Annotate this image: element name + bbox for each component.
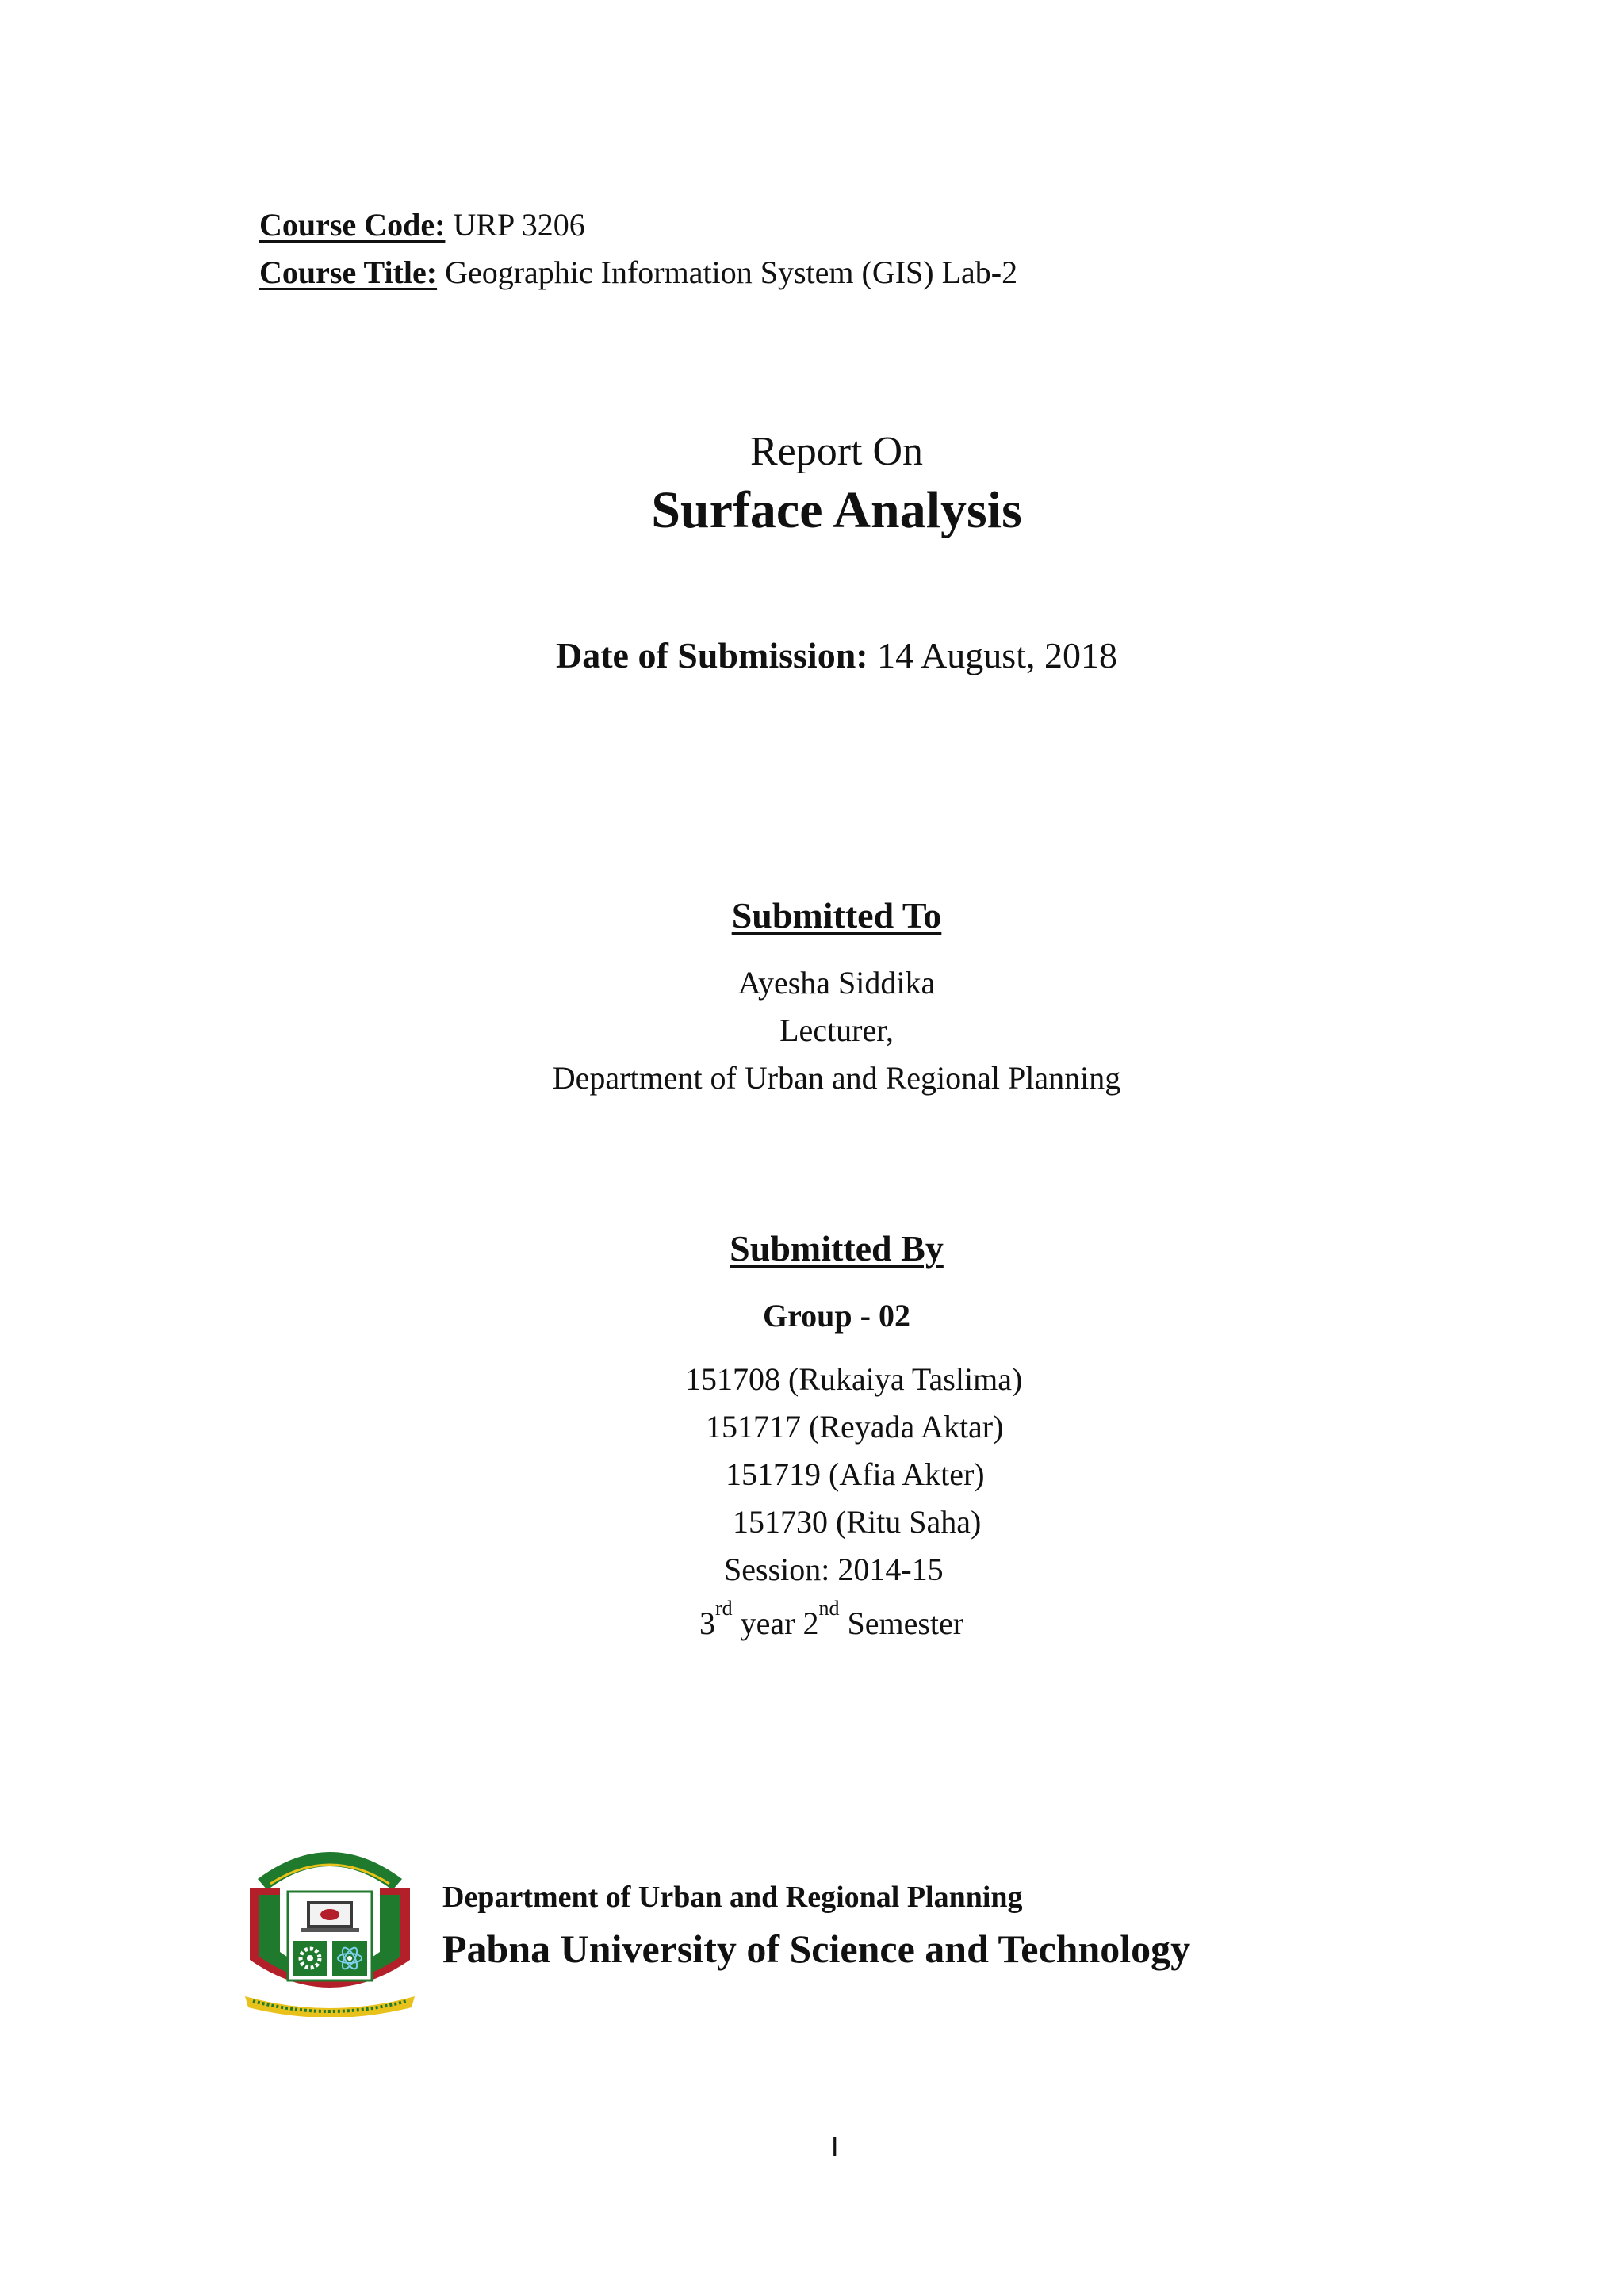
- course-title-value: Geographic Information System (GIS) Lab-2: [445, 254, 1018, 290]
- submission-date-label: Date of Submission:: [556, 635, 868, 675]
- session-label: Session: 2014-15: [724, 1552, 944, 1587]
- course-title-line: [259, 254, 1017, 292]
- footer-department: Department of Urban and Regional Planning: [442, 1881, 1023, 1914]
- member-item: 151717 (Reyada Aktar): [706, 1409, 1004, 1445]
- semester-label: 3rd year 2nd Semester: [699, 1597, 964, 1641]
- course-code-value: URP 3206: [453, 207, 585, 243]
- supervisor-designation: Lecturer,: [779, 1012, 894, 1048]
- group-label: Group - 02: [763, 1298, 910, 1334]
- course-title-label: Course Title:: [259, 254, 438, 290]
- course-code-line: [259, 206, 585, 244]
- submitted-to-heading: Submitted To: [731, 895, 942, 936]
- university-logo: [242, 1833, 418, 2017]
- member-item: 151730 (Ritu Saha): [733, 1504, 982, 1540]
- submitted-by-heading: Submitted By: [730, 1228, 944, 1269]
- submission-date-value: 14 August, 2018: [877, 635, 1117, 675]
- submission-date: [0, 634, 1624, 677]
- member-item: 151719 (Afia Akter): [726, 1456, 985, 1492]
- course-code-label: Course Code:: [259, 207, 446, 243]
- member-item: 151708 (Rukaiya Taslima): [685, 1361, 1023, 1397]
- supervisor-name: Ayesha Siddika: [737, 965, 936, 1001]
- footer-university: Pabna University of Science and Technology: [442, 1927, 1191, 1971]
- report-prefix: Report On: [749, 429, 924, 474]
- report-title: Surface Analysis: [651, 481, 1022, 539]
- page-number: I: [831, 2132, 839, 2162]
- supervisor-department: Department of Urban and Regional Planning: [552, 1060, 1121, 1096]
